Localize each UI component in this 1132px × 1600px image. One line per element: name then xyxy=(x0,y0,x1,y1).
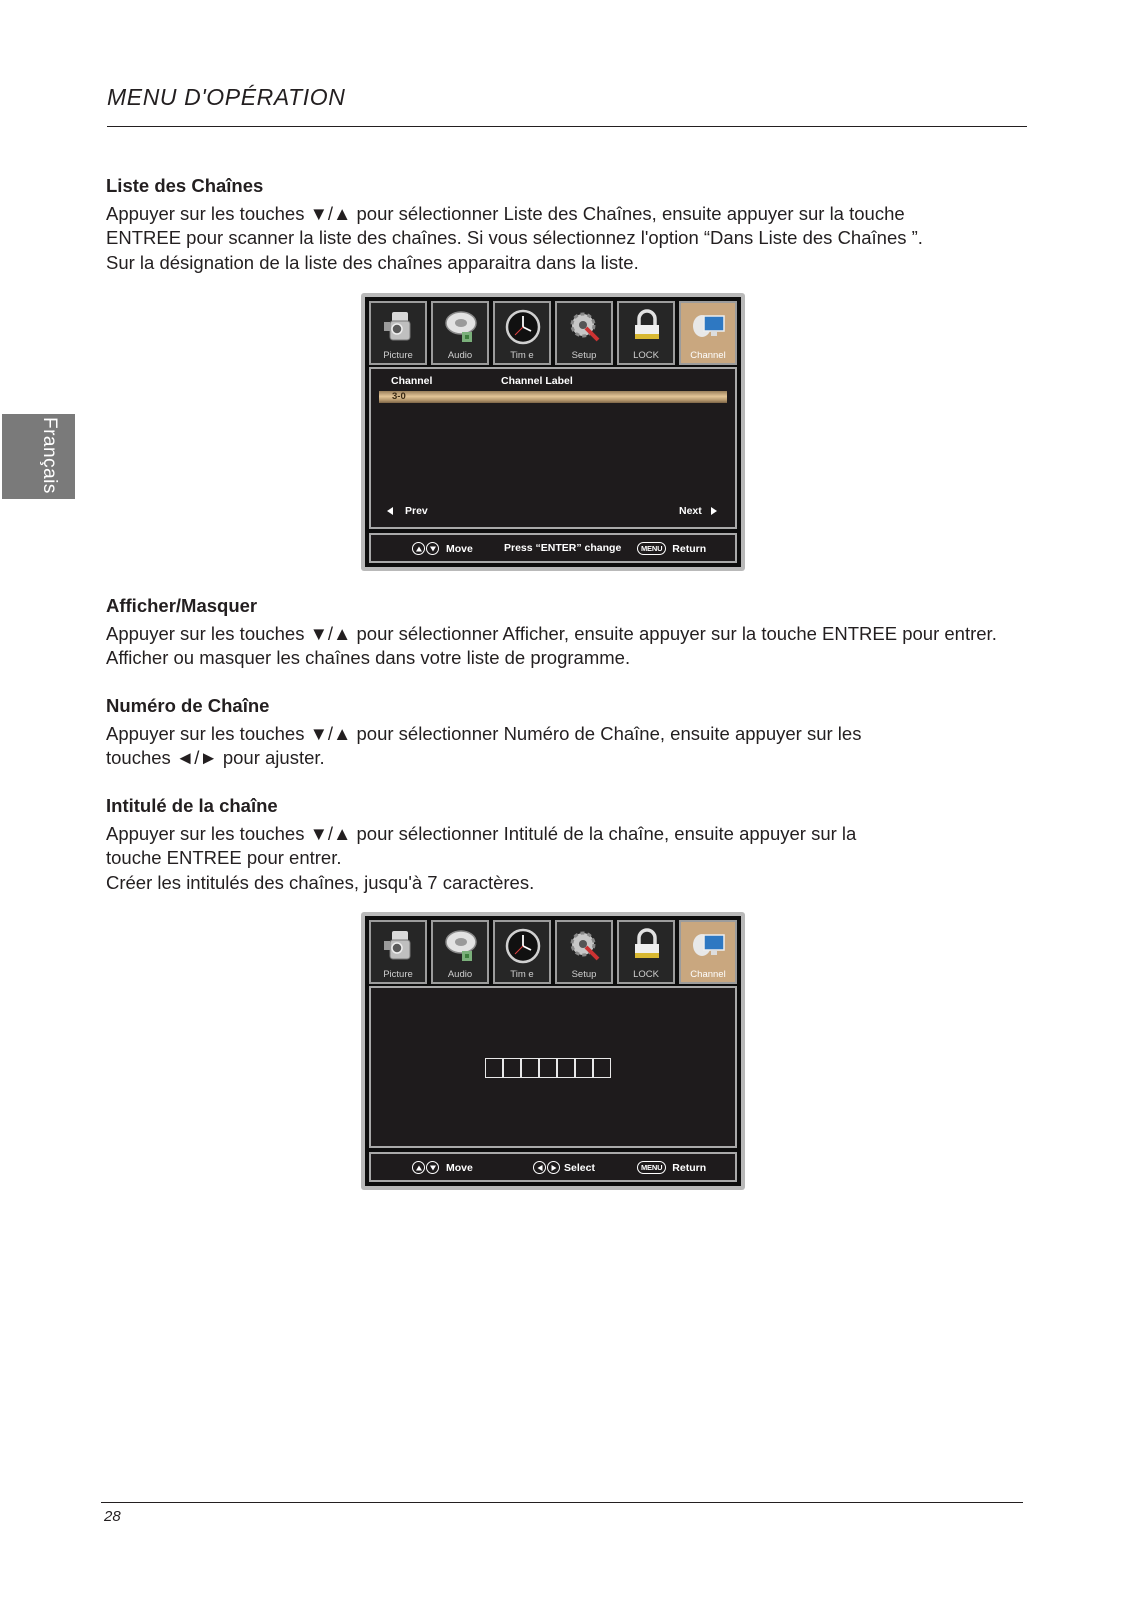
section-text-line: Appuyer sur les touches ▼/▲ pour sélectionner Numéro de Chaîne, ensuite appuyer sur les xyxy=(106,722,862,744)
camera-icon xyxy=(380,927,418,965)
prev-label: Prev xyxy=(405,505,428,517)
help-move xyxy=(412,542,473,555)
audio-disc-icon xyxy=(442,927,480,965)
character-box xyxy=(503,1058,521,1078)
osd-tab-label: Tim e xyxy=(510,350,534,361)
osd-channel-list-screen xyxy=(361,293,745,571)
osd-tab-label: Setup xyxy=(571,350,597,361)
section-channel-number xyxy=(106,694,861,771)
help-select xyxy=(533,1161,595,1174)
gear-icon xyxy=(566,927,604,965)
next-label: Next xyxy=(679,505,702,517)
down-button-icon xyxy=(426,542,439,555)
section-heading: Intitulé de la chaîne xyxy=(106,795,278,816)
character-box xyxy=(557,1058,575,1078)
osd-body xyxy=(365,916,741,1186)
left-button-icon xyxy=(533,1161,546,1174)
character-entry-boxes xyxy=(485,1058,611,1078)
footer-rule xyxy=(101,1502,1023,1503)
help-move-label: Move xyxy=(446,542,473,555)
page-header-title: MENU D'OPÉRATION xyxy=(107,84,346,110)
channel-row-value: 3-0 xyxy=(392,391,406,402)
lock-icon xyxy=(628,927,666,965)
osd-tab-time xyxy=(493,301,551,365)
clock-icon xyxy=(504,308,542,346)
section-text-line: Sur la désignation de la liste des chaînes apparaitra dans la liste. xyxy=(106,251,639,273)
osd-tab-label: Audio xyxy=(447,350,473,361)
osd-tab-setup xyxy=(555,301,613,365)
osd-tab-label: Audio xyxy=(447,969,473,980)
clock-icon xyxy=(504,927,542,965)
osd-help-bar xyxy=(369,1152,737,1182)
help-return xyxy=(637,542,706,555)
help-return xyxy=(637,1161,706,1174)
osd-tab-picture xyxy=(369,920,427,984)
left-arrow-icon xyxy=(387,507,393,515)
help-return-label: Return xyxy=(672,1161,707,1174)
up-button-icon xyxy=(412,542,425,555)
lock-icon xyxy=(628,308,666,346)
menu-button-icon: MENU xyxy=(637,542,666,555)
section-channel-label xyxy=(106,794,856,895)
section-heading: Numéro de Chaîne xyxy=(106,695,270,716)
language-side-tab-label: Français xyxy=(39,417,60,494)
down-button-icon xyxy=(426,1161,439,1174)
language-side-tab xyxy=(2,414,75,499)
monitor-icon xyxy=(690,927,728,965)
section-text-line: touche ENTREE pour entrer. xyxy=(106,847,342,868)
osd-tab-audio xyxy=(431,920,489,984)
help-enter-label: Press “ENTER” change xyxy=(504,542,622,554)
character-box xyxy=(575,1058,593,1078)
section-heading: Liste des Chaînes xyxy=(106,175,264,196)
osd-tab-bar xyxy=(369,920,737,984)
column-header-channel-label: Channel Label xyxy=(501,375,573,387)
right-button-icon xyxy=(547,1161,560,1174)
section-text-line: Appuyer sur les touches ▼/▲ pour sélectionner Afficher, ensuite appuyer sur la touche ENTREE pour entrer. xyxy=(106,622,997,644)
section-text-line: touches ◄/► pour ajuster. xyxy=(106,747,325,768)
osd-body xyxy=(365,297,741,567)
osd-help-bar xyxy=(369,533,737,563)
camera-icon xyxy=(380,308,418,346)
osd-label-entry-panel xyxy=(369,986,737,1148)
help-enter xyxy=(504,542,621,554)
page-number: 28 xyxy=(104,1508,121,1525)
gear-icon xyxy=(566,308,604,346)
osd-tab-label: Picture xyxy=(383,350,413,361)
osd-tab-audio xyxy=(431,301,489,365)
osd-tab-lock xyxy=(617,301,675,365)
character-box xyxy=(539,1058,557,1078)
section-show-hide xyxy=(106,594,997,671)
help-move xyxy=(412,1161,473,1174)
osd-tab-label: Tim e xyxy=(510,969,534,980)
osd-tab-setup xyxy=(555,920,613,984)
section-heading: Afficher/Masquer xyxy=(106,595,258,616)
osd-channel-list-panel xyxy=(369,367,737,529)
character-box xyxy=(521,1058,539,1078)
character-box xyxy=(485,1058,503,1078)
channel-row-selected xyxy=(379,391,727,403)
osd-tab-channel xyxy=(679,301,737,365)
osd-tab-label: LOCK xyxy=(633,969,659,980)
audio-disc-icon xyxy=(442,308,480,346)
osd-tab-label: Channel xyxy=(690,969,726,980)
osd-tab-bar xyxy=(369,301,737,365)
osd-tab-label: Channel xyxy=(690,350,726,361)
prev-page xyxy=(387,505,428,517)
osd-tab-label: LOCK xyxy=(633,350,659,361)
help-select-label: Select xyxy=(564,1161,595,1174)
osd-tab-time xyxy=(493,920,551,984)
help-return-label: Return xyxy=(672,542,707,555)
column-header-channel: Channel xyxy=(391,375,433,387)
right-arrow-icon xyxy=(711,507,717,515)
osd-tab-picture xyxy=(369,301,427,365)
section-text-line: Appuyer sur les touches ▼/▲ pour sélectionner Intitulé de la chaîne, ensuite appuyer sur la xyxy=(106,822,857,844)
section-text-line: Afficher ou masquer les chaînes dans votre liste de programme. xyxy=(106,647,631,668)
osd-tab-channel xyxy=(679,920,737,984)
osd-tab-label: Setup xyxy=(571,969,597,980)
section-text-line: ENTREE pour scanner la liste des chaînes. Si vous sélectionnez l'option “Dans Liste des Chaînes ”. xyxy=(106,227,923,248)
osd-channel-label-screen xyxy=(361,912,745,1190)
osd-tab-label: Picture xyxy=(383,969,413,980)
section-text-line: Appuyer sur les touches ▼/▲ pour sélectionner Liste des Chaînes, ensuite appuyer sur la touche xyxy=(106,202,905,224)
osd-tab-lock xyxy=(617,920,675,984)
monitor-icon xyxy=(690,308,728,346)
header-rule xyxy=(107,126,1027,127)
section-text-line: Créer les intitulés des chaînes, jusqu'à 7 caractères. xyxy=(106,871,535,893)
section-channel-list xyxy=(106,174,923,275)
character-box xyxy=(593,1058,611,1078)
up-button-icon xyxy=(412,1161,425,1174)
menu-button-icon: MENU xyxy=(637,1161,666,1174)
next-page xyxy=(679,505,717,517)
help-move-label: Move xyxy=(446,1161,473,1174)
